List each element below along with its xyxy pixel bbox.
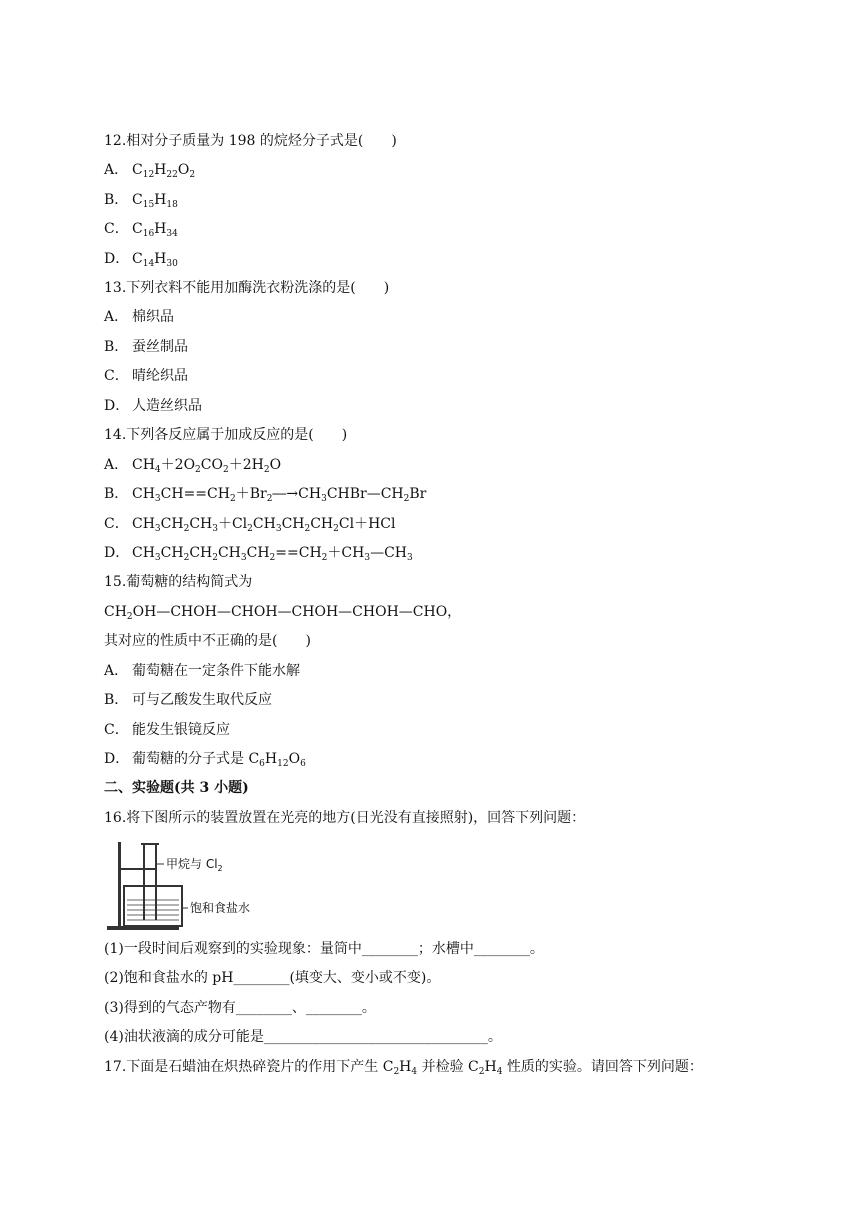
q16-stem: 16.将下图所示的装置放置在光亮的地方(日光没有直接照射)，回答下列问题： bbox=[104, 810, 586, 826]
q15-option-a: A． 葡萄糖在一定条件下能水解 bbox=[104, 663, 300, 679]
q15-option-c: C． 能发生银镜反应 bbox=[104, 722, 230, 738]
q13-option-d: D． 人造丝织品 bbox=[104, 398, 202, 414]
q15-stem-line3: 其对应的性质中不正确的是( ) bbox=[104, 633, 311, 649]
section2-heading: 二、实验题(共 3 小题) bbox=[104, 780, 249, 796]
q16-sub1: (1)一段时间后观察到的实验现象：量筒中________；水槽中________。 bbox=[104, 941, 544, 957]
q12-option-b: B． $C_{15}H_{18}$ bbox=[104, 192, 178, 210]
q16-sub2: (2)饱和食盐水的 pH________(填变大、变小或不变)。 bbox=[104, 970, 441, 986]
q16-sub4: (4)油状液滴的成分可能是________________________________。 bbox=[104, 1029, 502, 1045]
q14-stem: 14.下列各反应属于加成反应的是( ) bbox=[104, 427, 348, 443]
q15-stem-line2: $CH_2OH—CHOH—CHOH—CHOH—CHOH—CHO$， bbox=[104, 604, 462, 622]
q14-option-b: B． $CH_3CH==CH_2+Br_2―\to CH_3CHBr—CH_2Br$ bbox=[104, 486, 427, 504]
q17-stem: 17.下面是石蜡油在炽热碎瓷片的作用下产生 $C_2H_4$ 并检验 $C_2H_4$ 性质的实验。请回答下列问题： bbox=[104, 1059, 703, 1077]
stand-rod bbox=[118, 842, 121, 928]
gas-label: 甲烷与 $Cl_2$ bbox=[166, 857, 223, 873]
clamp-arm bbox=[118, 868, 156, 870]
q13-option-b: B． 蚕丝制品 bbox=[104, 339, 188, 355]
q12-option-c: C． $C_{16}H_{34}$ bbox=[104, 221, 178, 239]
q14-option-c: C． $CH_3CH_2CH_3+Cl_2CH_3CH_2CH_2Cl+HCl$ bbox=[104, 516, 396, 534]
q15-option-b: B． 可与乙酸发生取代反应 bbox=[104, 692, 272, 708]
q12-option-a: A． $C_{12}H_{22}O_2$ bbox=[104, 162, 196, 180]
q13-option-a: A． 棉织品 bbox=[104, 309, 174, 325]
q15-option-d: D． 葡萄糖的分子式是 $C_6H_{12}O_6$ bbox=[104, 751, 306, 769]
q16-sub3: (3)得到的气态产物有________、________。 bbox=[104, 1000, 376, 1016]
graduated-cylinder bbox=[144, 844, 156, 920]
methane-chlorination-apparatus bbox=[104, 838, 264, 932]
q12-stem: 12.相对分子质量为 198 的烷烃分子式是( ) bbox=[104, 133, 397, 149]
q13-stem: 13.下列衣料不能用加酶洗衣粉洗涤的是( ) bbox=[104, 280, 390, 296]
q15-stem-line1: 15.葡萄糖的结构简式为 bbox=[104, 574, 253, 590]
water-label: 饱和食盐水 bbox=[190, 901, 251, 915]
q13-option-c: C． 晴纶织品 bbox=[104, 368, 188, 384]
saline-water-lines bbox=[127, 900, 179, 920]
q14-option-a: A． $CH_4+2O_2CO_2+2H_2O$ bbox=[104, 457, 282, 475]
q12-option-d: D． $C_{14}H_{30}$ bbox=[104, 251, 178, 269]
q14-option-d: D． $CH_3CH_2CH_2CH_3CH_2==CH_2+CH_3—CH_3$ bbox=[104, 545, 413, 563]
